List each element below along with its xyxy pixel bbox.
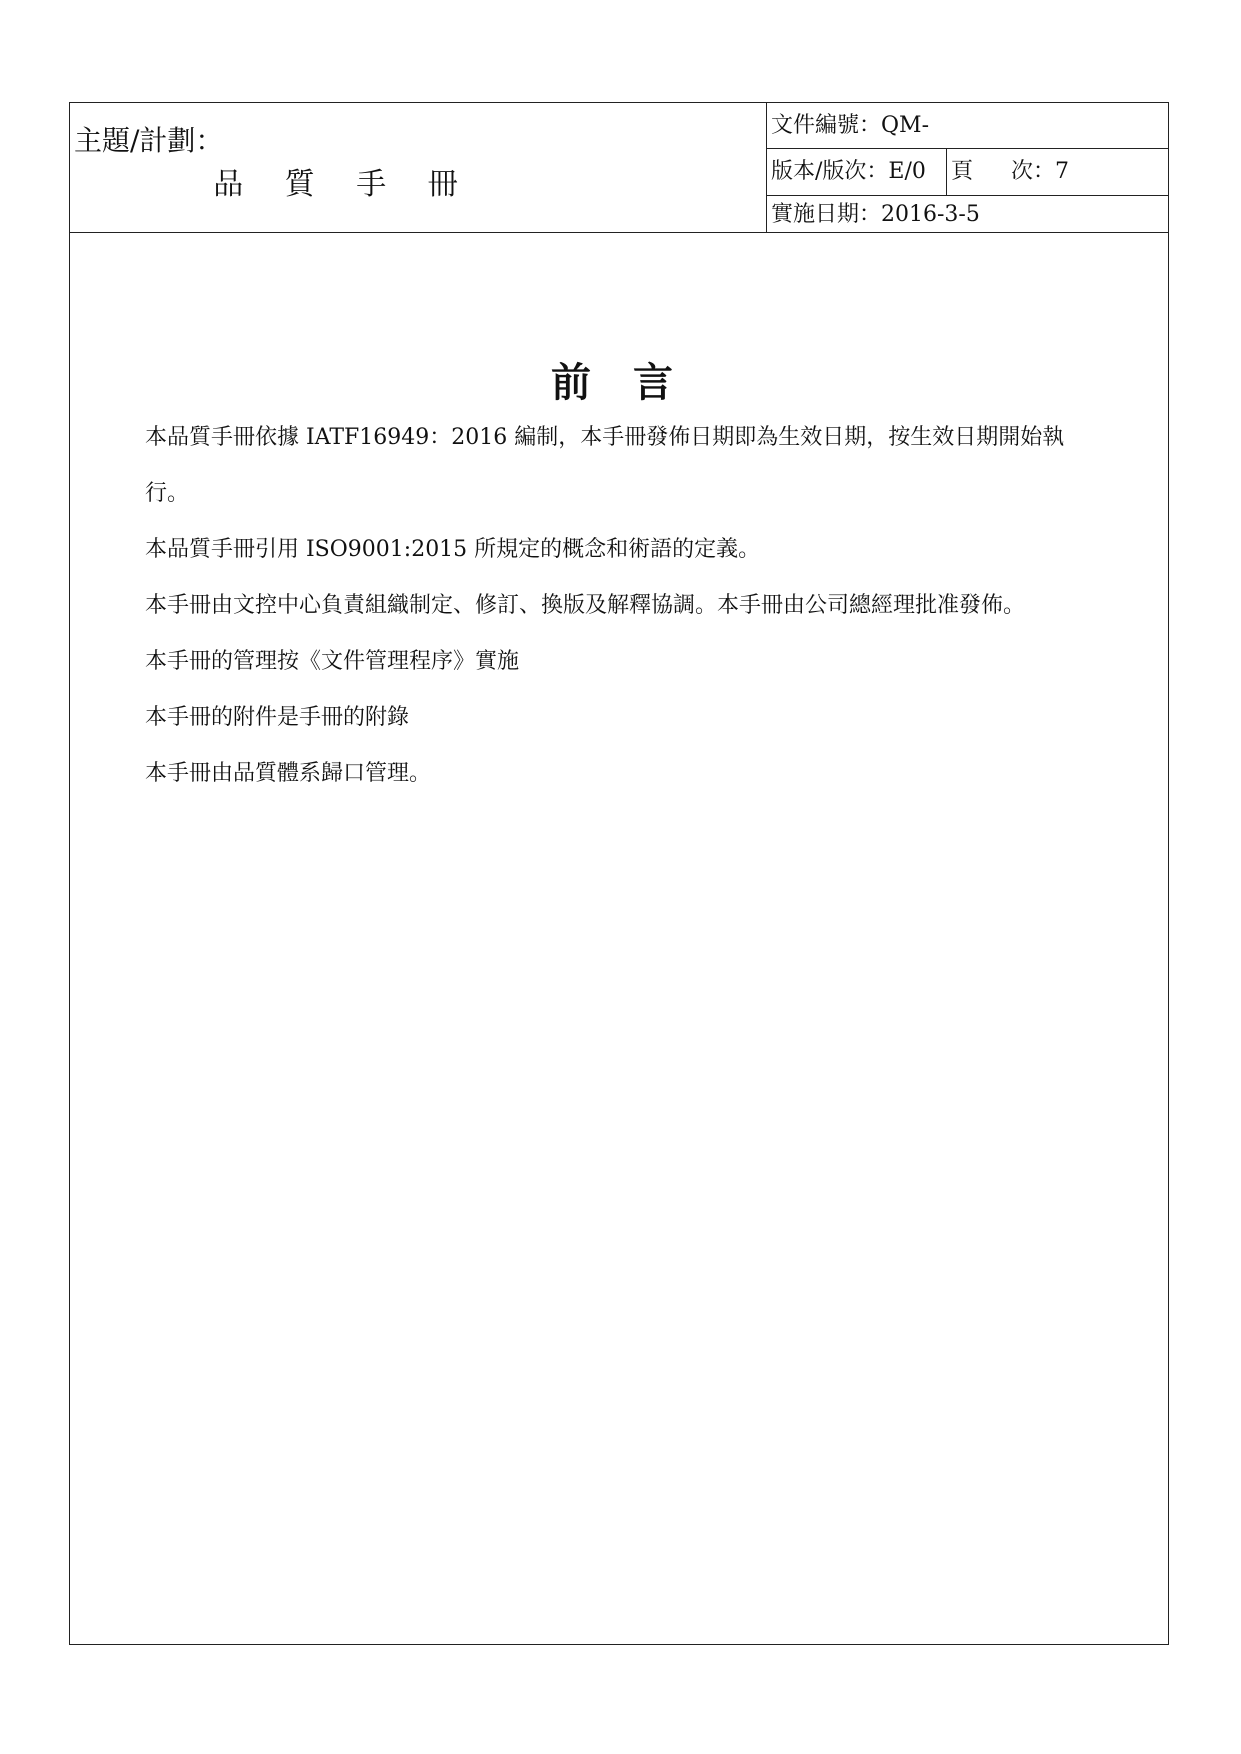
- paragraph-6: 本手冊由品質體系歸口管理。: [145, 761, 432, 786]
- document-title-text: 品 質 手 冊: [213, 167, 474, 202]
- paragraph-2: 本品質手冊引用 ISO9001:2015 所規定的概念和術語的定義。: [145, 537, 761, 562]
- page-number: 次：7: [1011, 159, 1070, 184]
- page-label: 頁: [951, 159, 974, 184]
- document-title: [70, 159, 767, 203]
- version-row: [767, 149, 1168, 196]
- version: 版本/版次：E/0: [767, 149, 947, 195]
- header-info-table: [767, 103, 1168, 232]
- page-number-cell: [947, 149, 1168, 195]
- document-header: [70, 103, 1168, 233]
- subject-label: 主題/計劃：: [74, 124, 224, 157]
- paragraph-1: 本品質手冊依據 IATF16949：2016 編制，本手冊發佈日期即為生效日期，按生效日期開始執: [145, 425, 1065, 450]
- paragraph-1-cont: 行。: [145, 481, 190, 506]
- effective-date: 實施日期：2016-3-5: [771, 201, 980, 227]
- header-subject-cell: [70, 103, 767, 232]
- effective-date-row: [767, 196, 1168, 233]
- doc-number: 文件編號：QM-: [771, 112, 929, 138]
- paragraph-3: 本手冊由文控中心負責組織制定、修訂、換版及解釋協調。本手冊由公司總經理批准發佈。: [145, 593, 1026, 618]
- paragraph-5: 本手冊的附件是手冊的附錄: [145, 705, 410, 730]
- doc-number-row: [767, 103, 1168, 149]
- document-frame: [69, 102, 1169, 1645]
- paragraph-4: 本手冊的管理按《文件管理程序》實施: [145, 649, 520, 674]
- section-heading: 前 言: [551, 360, 687, 406]
